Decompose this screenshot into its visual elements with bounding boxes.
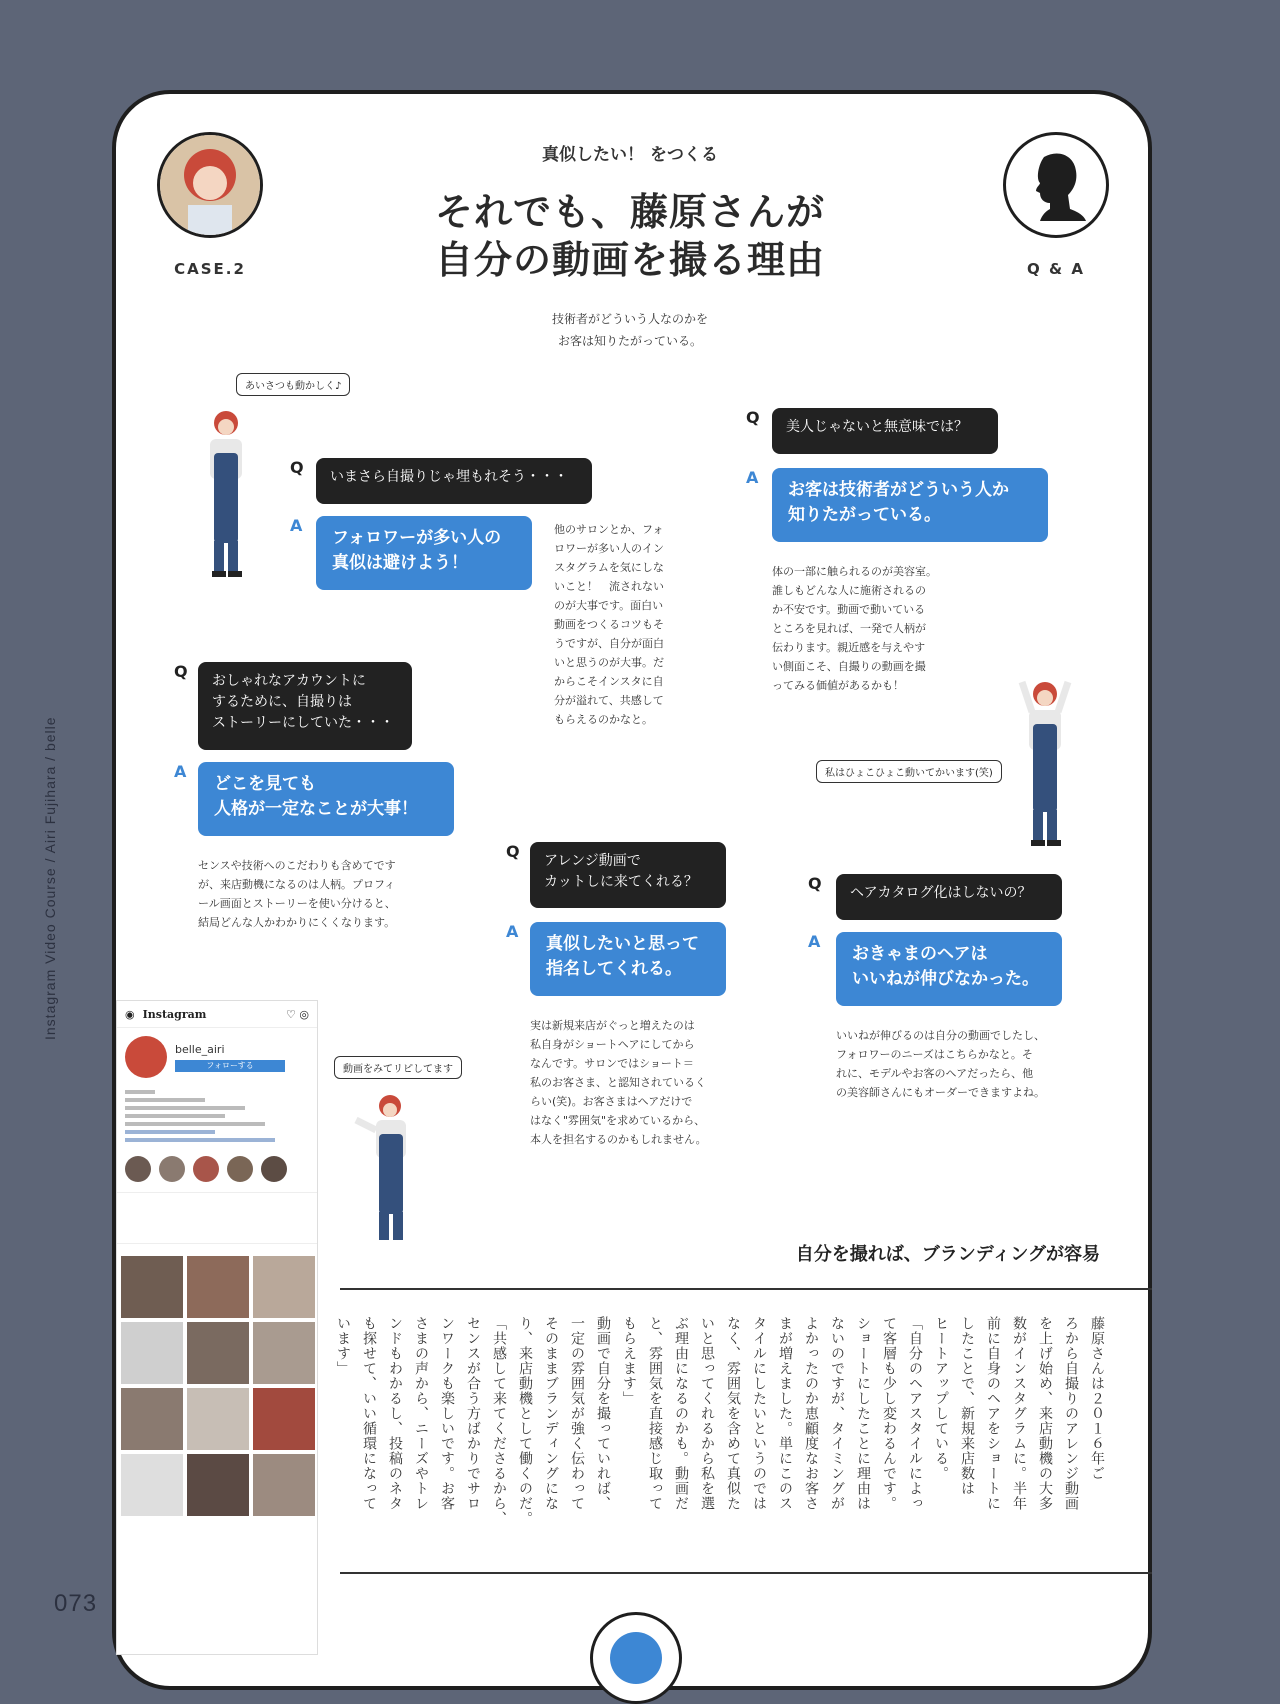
section-rule-top [340, 1288, 1152, 1290]
question-5: ヘアカタログ化はしないの？ [836, 874, 1062, 920]
answer-4 [530, 922, 726, 996]
person-figure-2-icon [1010, 672, 1080, 852]
answer-5-body: いいねが伸びるのは自分の動画でしたし、 フォロワーのニーズはこちらかなと。そ れに、モデルやお客のヘアだったら、他 の美容師さんにもオーダーできますよね。 [836, 1029, 1045, 1099]
profile-stats [117, 1192, 317, 1244]
question-3 [198, 662, 412, 750]
side-caption: Instagram Video Course / Airi Fujihara / belle [42, 716, 58, 1040]
follow-button[interactable]: フォローする [175, 1060, 285, 1072]
camera-icon: ◉ [125, 1007, 135, 1021]
q-marker-2: Q [746, 408, 760, 427]
story-highlights [117, 1146, 317, 1192]
answer-1-line1: フォロワーが多い人の [332, 528, 502, 548]
page-title-line1: それでも、藤原さんが [434, 190, 825, 234]
question-4 [530, 842, 726, 908]
instagram-profile-row [117, 1028, 317, 1086]
instagram-brand: Instagram [142, 1007, 207, 1021]
author-avatar [157, 132, 263, 238]
question-2: 美人じゃないと無意味では？ [772, 408, 998, 454]
qa-label: Q & A [1027, 260, 1085, 278]
q-marker-5: Q [808, 874, 822, 893]
q-marker-3: Q [174, 662, 188, 681]
header-icons: ♡ ◎ [286, 1007, 309, 1021]
q-marker-4: Q [506, 842, 520, 861]
question-3-line3: ストーリーにしていた・・・ [212, 715, 394, 731]
answer-5 [836, 932, 1062, 1006]
question-3-line2: するために、自撮りは [212, 694, 352, 710]
person-figure-1-icon [196, 405, 256, 585]
answer-3-line2: 人格が一定なことが大事！ [214, 799, 418, 819]
question-4-line2: カットしに来てくれる？ [544, 874, 698, 890]
answer-5-line1: おきゃまのヘアは [852, 944, 988, 964]
a-marker-1: A [290, 516, 303, 535]
answer-2-line2: 知りたがっている。 [788, 505, 941, 525]
instagram-header [117, 1001, 317, 1028]
profile-avatar [125, 1036, 167, 1078]
answer-1 [316, 516, 532, 590]
speech-bubble-bottom: 動画をみてリピしてます [334, 1056, 462, 1079]
speech-bubble-greeting: あいさつも動かしく♪ [236, 373, 350, 396]
profile-bio [117, 1090, 317, 1142]
answer-4-line2: 指名してくれる。 [546, 959, 682, 979]
speech-bubble-right: 私はひょこひょこ動いてかいます(笑) [816, 760, 1002, 783]
a-marker-2: A [746, 468, 759, 487]
answer-5-line2: いいねが伸びなかった。 [852, 969, 1039, 989]
answer-3-body: センスや技術へのこだわりも含めてです が、来店動機になるのは人柄。プロフィ ール画面とストーリーを使い分けると、 結局どんな人かわかりにくくなります。 [198, 859, 396, 929]
page-title-line2: 自分の動画を撮る理由 [434, 238, 825, 282]
page-number: 073 [54, 1590, 98, 1617]
answer-1-body: 他のサロンとか、フォ ロワーが多い人のイン スタグラムを気にしな いこと！ 流されない のが大事です。面白い 動画をつくるコツもそ うですが、自分が面白 いと思うのが大事。だ からこそインスタに自 分が溢れて、共感して もらえるのかなと。 [554, 523, 664, 726]
qa-avatar [1003, 132, 1109, 238]
answer-4-body: 実は新規来店がぐっと増えたのは 私自身がショートヘアにしてから なんです。サロンではショート＝ 私のお客さま、と認知されているく らい(笑)。お客さまはヘアだけで はなく"雰囲気"を求めているから、 本人を担名するのかもしれません。 [530, 1019, 707, 1146]
a-marker-3: A [174, 762, 187, 781]
answer-2-line1: お客は技術者がどういう人か [788, 480, 1009, 500]
q-marker-1: Q [290, 458, 304, 477]
answer-3 [198, 762, 454, 836]
question-1: いまさら自撮りじゃ埋もれそう・・・ [316, 458, 592, 504]
answer-2 [772, 468, 1048, 542]
profile-username: belle_airi [175, 1042, 225, 1056]
author-photo-icon [160, 135, 260, 235]
answer-4-line1: 真似したいと思って [546, 934, 699, 954]
kicker: 真似したい！ をつくる [542, 145, 718, 165]
bottom-circle-dot [610, 1632, 662, 1684]
question-3-line1: おしゃれなアカウントに [212, 673, 366, 689]
question-4-line1: アレンジ動画で [544, 853, 641, 869]
a-marker-5: A [808, 932, 821, 951]
photo-grid [117, 1244, 317, 1528]
person-figure-3-icon [350, 1090, 420, 1250]
section-rule-bottom [340, 1572, 1152, 1574]
subtitle-line1: 技術者がどういう人なのかを [551, 312, 708, 326]
case-label: CASE.2 [174, 260, 246, 278]
article-body: 藤原さんは２０１６年ご ろから自撮りのアレンジ動画 を上げ始め、来店動機の大多 数がインスタグラムに。半年 前に自身のヘアをショートに したことで、新規来店数は ヒートアップしている。 「自分のヘアスタイルによっ て客層も少し変わるんです。 ショートにしたことに理由は ないのですが、タイミングが よかったのか恵顧度なお客さ まが増えました。単にこのス タイルにしたいというのでは なく、雰囲気を含めて真似た いと思ってくれるから私を選 ぶ理由になるのかも。動画だ と、雰囲気を直接感じ取って もらえます」 動画で自分を撮っていれば、 一定の雰囲気が強く伝わって そのままブランディングにな り、来店動機として働くのだ。 「共感して来てくださるから、 センスが合う方ばかりでサロ ンワークも楽しいです。お客 さまの声から、ニーズやトレ ンドもわかるし、投稿のネタ も探せて、いい循環になって います」 [335, 1316, 1105, 1526]
answer-3-line1: どこを見ても [214, 774, 316, 794]
answer-1-line2: 真似は避けよう！ [332, 553, 468, 573]
instagram-profile-screenshot [116, 1000, 318, 1655]
a-marker-4: A [506, 922, 519, 941]
person-silhouette-icon [1006, 135, 1106, 235]
section-heading: 自分を撮れば、ブランディングが容易 [795, 1244, 1100, 1265]
answer-2-body: 体の一部に触られるのが美容室。 誰しもどんな人に施術されるの か不安です。動画で動いている ところを見れば、一発で人柄が 伝わります。親近感を与えやす い側面こそ、自撮りの動画を撮 ってみる価値があるかも！ [772, 565, 937, 692]
subtitle-line2: お客は知りたがっている。 [557, 334, 702, 348]
